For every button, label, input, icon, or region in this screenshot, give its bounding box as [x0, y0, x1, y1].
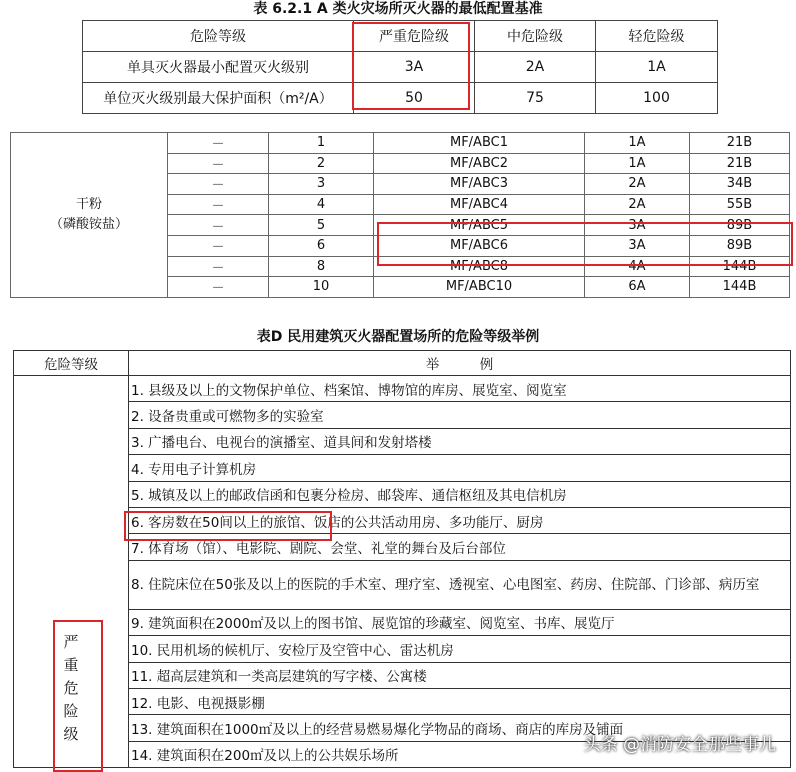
level-label: 严重危险级 [61, 634, 80, 750]
table-cell: 3A [354, 52, 475, 83]
table-row [14, 455, 791, 481]
list-item: 10. 民用机场的候机厅、安检厅及空管中心、雷达机房 [129, 636, 791, 662]
list-item: 2. 设备贵重或可燃物多的实验室 [129, 402, 791, 428]
table-cell: 3 [269, 174, 374, 195]
table-cell: 21B [690, 153, 790, 174]
table-cell: － [168, 277, 269, 298]
table-cell: － [168, 174, 269, 195]
table-row [14, 376, 791, 402]
watermark: 头条 @消防安全那些事儿 [583, 735, 776, 755]
table-cell: 144B [690, 277, 790, 298]
table-cell: 单具灭火器最小配置灭火级别 [83, 52, 354, 83]
list-item: 9. 建筑面积在2000㎡及以上的图书馆、展览馆的珍藏室、阅览室、书库、展览厅 [129, 609, 791, 635]
table-cell: 2A [585, 194, 690, 215]
highlight-box [352, 22, 470, 110]
list-item: 4. 专用电子计算机房 [129, 455, 791, 481]
table3-caption: 表D 民用建筑灭火器配置场所的危险等级举例 [256, 329, 540, 345]
header-cell: 举 例 [129, 351, 791, 376]
highlight-box [377, 222, 793, 266]
table-cell: MF/ABC6 [374, 235, 585, 256]
table-cell: － [168, 215, 269, 236]
table-cell: 2A [585, 174, 690, 195]
list-item: 12. 电影、电视摄影棚 [129, 688, 791, 714]
table-row [14, 560, 791, 609]
table-cell: 8 [269, 256, 374, 277]
table-cell: － [168, 133, 269, 154]
list-item: 13. 建筑面积在1000㎡及以上的经营易燃易爆化学物品的商场、商店的库房及铺面 [129, 715, 791, 741]
list-item: 14. 建筑面积在200㎡及以上的公共娱乐场所 [129, 741, 791, 767]
table-cell: 3A [585, 235, 690, 256]
list-item: 3. 广播电台、电视台的演播室、道具间和发射塔楼 [129, 428, 791, 454]
table-cell: MF/ABC5 [374, 215, 585, 236]
table-cell: MF/ABC3 [374, 174, 585, 195]
hazard-examples-table [13, 350, 791, 768]
table-cell: － [168, 194, 269, 215]
table-cell: 4A [585, 256, 690, 277]
table-row [14, 609, 791, 635]
table-cell: 55B [690, 194, 790, 215]
table-cell: 5 [269, 215, 374, 236]
table-cell: MF/ABC10 [374, 277, 585, 298]
group-label-cell [11, 133, 168, 298]
table1-caption: 表 6.2.1 A 类火灾场所灭火器的最低配置基准 [253, 1, 543, 17]
table-cell: 75 [475, 83, 596, 114]
header-cell: 严重危险级 [354, 21, 475, 52]
table-cell: 10 [269, 277, 374, 298]
table-cell: 2A [475, 52, 596, 83]
table-cell: 单位灭火级别最大保护面积（m²/A） [83, 83, 354, 114]
list-item: 7. 体育场（馆）、电影院、剧院、会堂、礼堂的舞台及后台部位 [129, 534, 791, 560]
list-item: 1. 县级及以上的文物保护单位、档案馆、博物馆的库房、展览室、阅览室 [129, 376, 791, 402]
table-cell: 6A [585, 277, 690, 298]
table-cell: － [168, 235, 269, 256]
table-cell: 1A [596, 52, 718, 83]
highlight-box [53, 620, 103, 772]
table-header-row [14, 351, 791, 376]
list-item: 8. 住院床位在50张及以上的医院的手术室、理疗室、透视室、心电图室、药房、住院部、门诊部、病历室 [129, 560, 791, 609]
header-cell: 轻危险级 [596, 21, 718, 52]
highlight-box [124, 511, 332, 541]
table-cell: 6 [269, 235, 374, 256]
table-cell: 89B [690, 215, 790, 236]
table-cell: 89B [690, 235, 790, 256]
list-item: 6. 客房数在50间以上的旅馆、饭店的公共活动用房、多功能厅、厨房 [129, 507, 791, 533]
group-label: 干粉 [75, 196, 102, 212]
table-cell: 1A [585, 133, 690, 154]
header-cell: 危险等级 [14, 351, 129, 376]
extinguisher-spec-table [10, 132, 790, 298]
table-cell: 1 [269, 133, 374, 154]
header-cell: 危险等级 [83, 21, 354, 52]
table-cell: 4 [269, 194, 374, 215]
table-cell: 1A [585, 153, 690, 174]
table-cell: － [168, 153, 269, 174]
table-row [14, 636, 791, 662]
table-row [14, 662, 791, 688]
table-row [14, 688, 791, 714]
table-row [14, 481, 791, 507]
group-label-sub: （磷酸铵盐） [49, 216, 128, 232]
table-cell: MF/ABC1 [374, 133, 585, 154]
list-item: 11. 超高层建筑和一类高层建筑的写字楼、公寓楼 [129, 662, 791, 688]
table-cell: MF/ABC2 [374, 153, 585, 174]
table-cell: MF/ABC4 [374, 194, 585, 215]
table-cell: 100 [596, 83, 718, 114]
table-row [14, 402, 791, 428]
table-cell: 144B [690, 256, 790, 277]
table-row [14, 428, 791, 454]
table-cell: 2 [269, 153, 374, 174]
table-cell: 34B [690, 174, 790, 195]
table-cell: MF/ABC8 [374, 256, 585, 277]
table-cell: 21B [690, 133, 790, 154]
table-cell: － [168, 256, 269, 277]
list-item: 5. 城镇及以上的邮政信函和包裹分检房、邮袋库、通信枢纽及其电信机房 [129, 481, 791, 507]
header-cell: 中危险级 [475, 21, 596, 52]
table-cell: 3A [585, 215, 690, 236]
table-cell: 50 [354, 83, 475, 114]
table-row [11, 133, 790, 154]
